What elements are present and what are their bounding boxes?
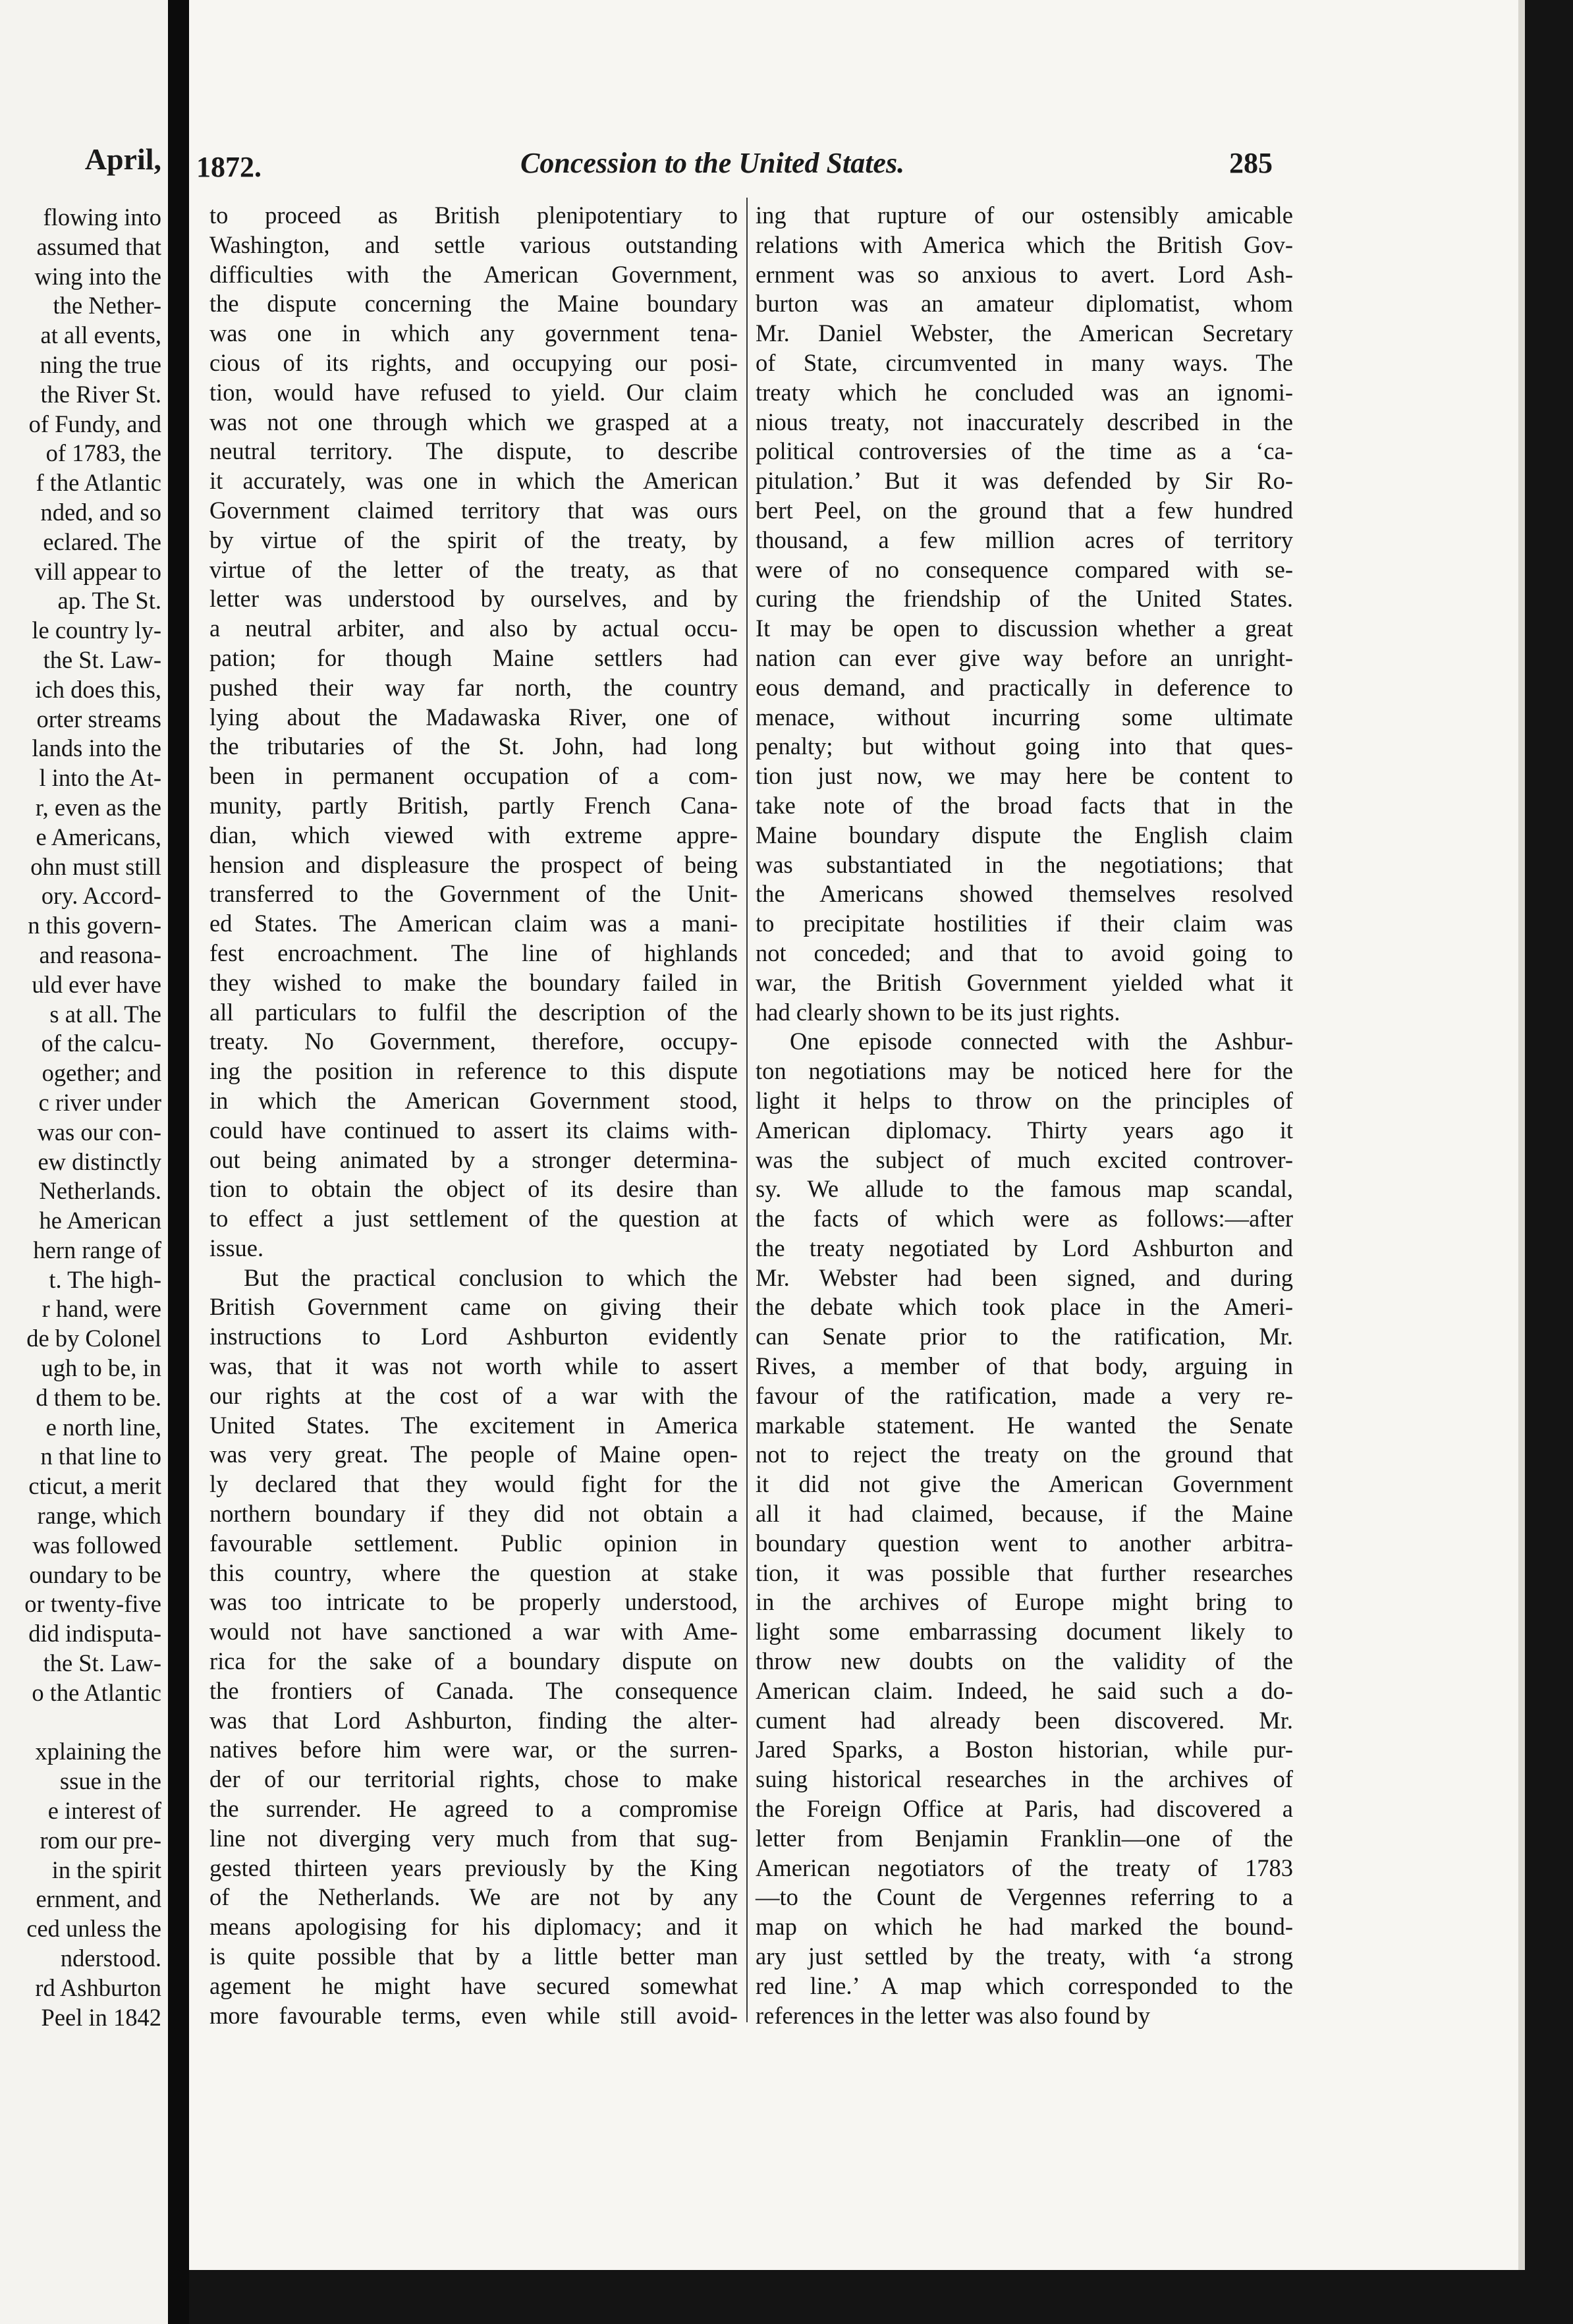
text-line: to proceed as British plenipotentiary to — [209, 202, 738, 229]
text-line: at all events, — [40, 321, 161, 349]
text-line: ugh to be, in — [41, 1354, 161, 1382]
text-line: natives before him were war, or the surren- — [209, 1736, 738, 1763]
text-line: curing the friendship of the United States. — [756, 585, 1293, 613]
text-line: —to the Count de Vergennes referring to a — [756, 1883, 1293, 1911]
text-line: the facts of which were as follows:—after — [756, 1205, 1293, 1232]
text-line: it did not give the American Government — [756, 1470, 1293, 1498]
text-line: Maine boundary dispute the English claim — [756, 821, 1293, 848]
text-line: the dispute concerning the Maine boundary — [209, 290, 738, 318]
text-line: nation can ever give way before an unright- — [756, 644, 1293, 671]
text-line: range, which — [37, 1502, 161, 1530]
text-line: treaty. No Government, therefore, occupy- — [209, 1028, 738, 1055]
text-line: uld ever have — [32, 970, 161, 998]
text-line: rom our pre- — [40, 1826, 161, 1854]
text-line: or twenty-five — [24, 1590, 161, 1618]
text-line: tion, would have refused to yield. Our claim — [209, 378, 738, 406]
text-line: in the archives of Europe might bring to — [756, 1588, 1293, 1616]
text-line: le country ly- — [32, 617, 161, 644]
text-line: difficulties with the American Government, — [209, 260, 738, 288]
text-line: issue. — [209, 1234, 264, 1261]
text-line: dian, which viewed with extreme appre- — [209, 821, 738, 848]
text-line: eclared. The — [43, 528, 161, 555]
text-line: of State, circumvented in many ways. The — [756, 348, 1293, 376]
text-column-left — [209, 201, 738, 2030]
text-line: northern boundary if they did not obtain a — [209, 1500, 738, 1528]
text-line: was very great. The people of Maine open- — [209, 1441, 738, 1468]
facing-page-fragment — [0, 0, 168, 2324]
text-line: ew distinctly — [38, 1148, 161, 1175]
text-line: ton negotiations may be noticed here for the — [756, 1057, 1293, 1085]
text-line: relations with America which the British Gov- — [756, 231, 1293, 258]
text-line: d them to be. — [36, 1383, 161, 1411]
text-line: One episode connected with the Ashbur- — [790, 1028, 1293, 1055]
text-line: and reasona- — [39, 941, 161, 968]
text-line: means apologising for his diplomacy; and it — [209, 1913, 738, 1941]
text-line: ogether; and — [41, 1059, 161, 1087]
text-line: Government claimed territory that was ours — [209, 496, 738, 524]
text-line: the St. Law- — [43, 646, 161, 673]
text-line: gested thirteen years previously by the King — [209, 1854, 738, 1881]
text-line: was our con- — [37, 1118, 161, 1146]
text-line: ning the true — [40, 350, 161, 378]
text-line: ary just settled by the treaty, with ‘a strong — [756, 1943, 1293, 1970]
running-head-year: 1872. — [196, 151, 262, 183]
text-line: to effect a just settlement of the question at — [209, 1205, 738, 1232]
text-line: United States. The excitement in America — [209, 1411, 738, 1439]
text-column-right — [756, 201, 1293, 2030]
text-line: our rights at the cost of a war with the — [209, 1381, 738, 1409]
text-line: take note of the broad facts that in the — [756, 791, 1293, 819]
text-line: the Americans showed themselves resolved — [756, 880, 1293, 908]
text-line: all it had claimed, because, if the Maine — [756, 1500, 1293, 1528]
text-line: American claim. Indeed, he said such a do- — [756, 1676, 1293, 1704]
text-line: line not diverging very much from that sug- — [209, 1824, 738, 1852]
running-head-title: Concession to the United States. — [520, 147, 905, 179]
text-line: the treaty negotiated by Lord Ashburton and — [756, 1234, 1293, 1261]
text-line: a neutral arbiter, and also by actual occu- — [209, 615, 738, 642]
text-line: political controversies of the time as a ‘ca- — [756, 437, 1293, 465]
text-line: did indisputa- — [28, 1620, 161, 1647]
page-number: 285 — [1229, 147, 1273, 179]
text-line: neutral territory. The dispute, to describe — [209, 437, 738, 465]
text-line: light some embarrassing document likely to — [756, 1618, 1293, 1646]
text-line: e Americans, — [36, 823, 161, 850]
text-line: tion to obtain the object of its desire than — [209, 1175, 738, 1203]
text-line: oundary to be — [29, 1561, 161, 1588]
text-line: cument had already been discovered. Mr. — [756, 1706, 1293, 1734]
text-line: he American — [39, 1207, 161, 1234]
text-line: out being animated by a stronger determina- — [209, 1146, 738, 1173]
text-line: Netherlands. — [39, 1177, 161, 1205]
text-line: would not have sanctioned a war with Ame- — [209, 1618, 738, 1646]
text-line: the Nether- — [53, 292, 161, 319]
text-line: Mr. Daniel Webster, the American Secretary — [756, 319, 1293, 347]
text-line: rd Ashburton — [35, 1974, 161, 2001]
text-line: they wished to make the boundary failed in — [209, 968, 738, 996]
text-line: of Fundy, and — [28, 410, 161, 437]
text-line: xplaining the — [35, 1738, 161, 1765]
text-line: the St. Law- — [43, 1649, 161, 1677]
text-line: bert Peel, on the ground that a few hundred — [756, 496, 1293, 524]
text-line: is quite possible that by a little better man — [209, 1943, 738, 1970]
text-line: ing the position in reference to this dispute — [209, 1057, 738, 1085]
text-line: letter was understood by ourselves, and by — [209, 585, 738, 613]
text-line: instructions to Lord Ashburton evidently — [209, 1323, 738, 1350]
text-line: was one in which any government tena- — [209, 319, 738, 347]
text-line: fest encroachment. The line of highlands — [209, 939, 738, 966]
text-line: war, the British Government yielded what it — [756, 968, 1293, 996]
text-line: of 1783, the — [45, 439, 161, 467]
text-line: der of our territorial rights, chose to make — [209, 1765, 738, 1793]
text-line: But the practical conclusion to which the — [244, 1263, 738, 1291]
text-line: It may be open to discussion whether a great — [756, 615, 1293, 642]
text-line: treaty which he concluded was an ignomi- — [756, 378, 1293, 406]
text-line: favourable settlement. Public opinion in — [209, 1529, 738, 1557]
text-line: references in the letter was also found by — [756, 2001, 1150, 2029]
text-line: ernment was so anxious to avert. Lord Ash- — [756, 260, 1293, 288]
text-line: vill appear to — [34, 557, 161, 585]
text-line: was that Lord Ashburton, finding the alter- — [209, 1706, 738, 1734]
text-line: Rives, a member of that body, arguing in — [756, 1352, 1293, 1380]
text-line: suing historical researches in the archives of — [756, 1765, 1293, 1793]
text-line: o the Atlantic — [32, 1678, 161, 1706]
text-line: sy. We allude to the famous map scandal, — [756, 1175, 1293, 1203]
text-line: ing that rupture of our ostensibly amicable — [756, 202, 1293, 229]
text-line: of the Netherlands. We are not by any — [209, 1883, 738, 1911]
text-line: had clearly shown to be its just rights. — [756, 998, 1120, 1026]
text-line: lying about the Madawaska River, one of — [209, 703, 738, 731]
text-line: was followed — [32, 1531, 161, 1559]
text-line: were of no consequence compared with se- — [756, 555, 1293, 583]
text-line: favour of the ratification, made a very re- — [756, 1381, 1293, 1409]
text-line: in which the American Government stood, — [209, 1086, 738, 1114]
text-line: menace, without incurring some ultimate — [756, 703, 1293, 731]
text-line: this country, where the question at stake — [209, 1559, 738, 1586]
text-line: ernment, and — [36, 1885, 161, 1913]
text-line: was the subject of much excited controver- — [756, 1146, 1293, 1173]
text-line: ory. Accord- — [41, 882, 161, 910]
book-gutter — [168, 0, 189, 2324]
text-line: e north line, — [45, 1413, 161, 1441]
text-line: Washington, and settle various outstanding — [209, 231, 738, 258]
text-line: American negotiators of the treaty of 1783 — [756, 1854, 1293, 1881]
text-line: can Senate prior to the ratification, Mr. — [756, 1323, 1293, 1350]
text-line: ed States. The American claim was a mani- — [209, 910, 738, 937]
text-line: was substantiated in the negotiations; that — [756, 850, 1293, 878]
text-line: l into the At- — [39, 764, 161, 792]
text-line: throw new doubts on the validity of the — [756, 1647, 1293, 1675]
text-line: the surrender. He agreed to a compromise — [209, 1795, 738, 1823]
text-line: thousand, a few million acres of territory — [756, 526, 1293, 553]
text-line: de by Colonel — [26, 1325, 161, 1352]
text-line: not to reject the treaty on the ground that — [756, 1441, 1293, 1468]
text-line: transferred to the Government of the Unit- — [209, 880, 738, 908]
text-line: the River St. — [40, 380, 161, 408]
text-line: hension and displeasure the prospect of being — [209, 850, 738, 878]
text-line: eous demand, and practically in deference to — [756, 673, 1293, 701]
text-line: ssue in the — [59, 1767, 161, 1795]
text-line: the tributaries of the St. John, had long — [209, 733, 738, 760]
text-line: nderstood. — [60, 1945, 161, 1972]
text-line: n that line to — [40, 1443, 161, 1470]
left-page-text — [0, 203, 161, 2032]
text-line: virtue of the letter of the treaty, as that — [209, 555, 738, 583]
text-line: to precipitate hostilities if their claim was — [756, 910, 1293, 937]
text-line: tion, it was possible that further researches — [756, 1559, 1293, 1586]
text-line: by virtue of the spirit of the treaty, by — [209, 526, 738, 553]
text-line: rica for the sake of a boundary dispute on — [209, 1647, 738, 1675]
text-line: red line.’ A map which corresponded to the — [756, 1972, 1293, 1999]
text-line: t. The high- — [49, 1265, 161, 1293]
text-line: f the Atlantic — [36, 469, 161, 497]
text-line: it accurately, was one in which the American — [209, 467, 738, 495]
text-line: munity, partly British, partly French Cana- — [209, 791, 738, 819]
text-line: the frontiers of Canada. The consequence — [209, 1676, 738, 1704]
text-line: was not one through which we grasped at a — [209, 408, 738, 435]
text-line: could have continued to assert its claims with- — [209, 1116, 738, 1144]
text-line: pitulation.’ But it was defended by Sir Ro- — [756, 467, 1293, 495]
text-line: e interest of — [47, 1797, 161, 1825]
text-line: c river under — [38, 1088, 161, 1116]
text-line: Jared Sparks, a Boston historian, while pur- — [756, 1736, 1293, 1763]
text-line: wing into the — [34, 262, 161, 290]
text-line: was too intricate to be properly understood, — [209, 1588, 738, 1616]
text-line: ap. The St. — [57, 587, 161, 615]
text-line: assumed that — [36, 233, 161, 260]
text-line: boundary question went to another arbitra- — [756, 1529, 1293, 1557]
text-line: markable statement. He wanted the Senate — [756, 1411, 1293, 1439]
text-line: all particulars to fulfil the description of the — [209, 998, 738, 1026]
text-line: not conceded; and that to avoid going to — [756, 939, 1293, 966]
text-line: letter from Benjamin Franklin—one of the — [756, 1824, 1293, 1852]
text-line: n this govern- — [28, 912, 161, 939]
text-line: ich does this, — [35, 675, 161, 703]
text-line: Peel in 1842 — [41, 2003, 161, 2031]
text-line: of the calcu- — [41, 1030, 161, 1057]
text-line: burton was an amateur diplomatist, whom — [756, 290, 1293, 318]
text-line: Mr. Webster had been signed, and during — [756, 1263, 1293, 1291]
text-line: been in permanent occupation of a com- — [209, 762, 738, 790]
text-line: r, even as the — [35, 793, 161, 821]
text-line: r hand, were — [41, 1295, 161, 1323]
text-line: flowing into — [43, 204, 161, 231]
text-line: was, that it was not worth while to assert — [209, 1352, 738, 1380]
text-line: agement he might have secured somewhat — [209, 1972, 738, 1999]
text-line: ced unless the — [26, 1915, 161, 1943]
text-line: map on which he had marked the bound- — [756, 1913, 1293, 1941]
text-line: cious of its rights, and occupying our posi- — [209, 348, 738, 376]
text-line: s at all. The — [49, 1000, 161, 1028]
left-page-header: April, — [84, 142, 161, 176]
column-rule — [746, 198, 748, 2022]
text-line: nded, and so — [40, 498, 161, 526]
text-line: cticut, a merit — [28, 1472, 161, 1500]
page-edge — [1518, 0, 1525, 2270]
text-line: orter streams — [36, 705, 161, 733]
text-line: the Foreign Office at Paris, had discovered a — [756, 1795, 1293, 1823]
text-line: ohn must still — [30, 852, 161, 880]
text-line: light it helps to throw on the principles of — [756, 1086, 1293, 1114]
text-line: ly declared that they would fight for the — [209, 1470, 738, 1498]
text-line — [0, 1708, 161, 1738]
text-line: lands into the — [32, 734, 161, 762]
text-line: hern range of — [33, 1236, 161, 1263]
text-line: British Government came on giving their — [209, 1293, 738, 1321]
text-line: pation; for though Maine settlers had — [209, 644, 738, 671]
text-line: penalty; but without going into that ques- — [756, 733, 1293, 760]
text-line: more favourable terms, even while still avoid- — [209, 2001, 738, 2029]
text-line: pushed their way far north, the country — [209, 673, 738, 701]
text-line: tion just now, we may here be content to — [756, 762, 1293, 790]
text-line: in the spirit — [51, 1856, 161, 1883]
text-line: American diplomacy. Thirty years ago it — [756, 1116, 1293, 1144]
text-line: the debate which took place in the Ameri- — [756, 1293, 1293, 1321]
text-line: nious treaty, not inaccurately described in the — [756, 408, 1293, 435]
